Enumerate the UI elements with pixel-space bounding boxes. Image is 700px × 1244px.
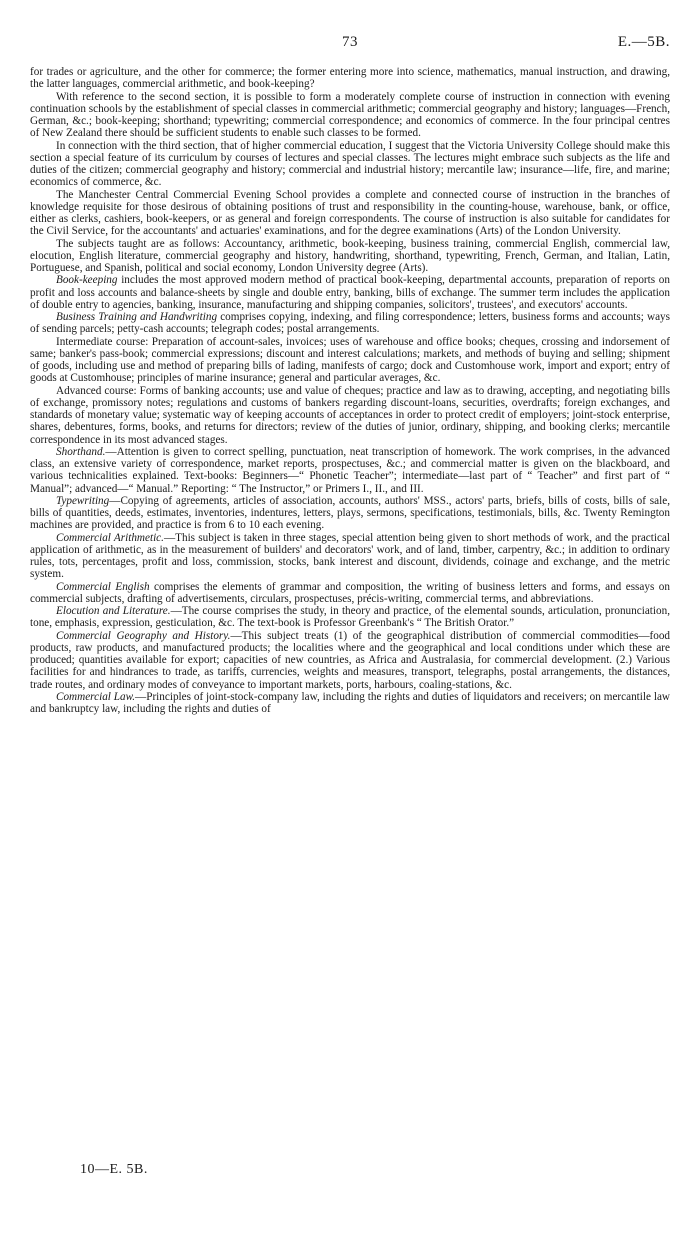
paragraph-heading: Commercial English: [56, 580, 150, 593]
paragraph: Shorthand.—Attention is given to correct spelling, punctuation, neat transcription of homework. The work comprises, in the advanced class, an extensive variety of correspondence, market reports, prospectuses, &c.; and commercial matter is given on the blackboard, and various technicalities explained. Text-books: Beginners—“ Phonetic Teacher”; intermediate—last part of “ Teacher” and first part of “ Manual”; advanced—“ Manual.” Reporting: “ The Instructor,” or Primers I., II., and III.: [30, 445, 670, 495]
paragraph: In connection with the third section, that of higher commercial education, I suggest that the Victoria University College should make this section a special feature of its curriculum by courses of lectures and special classes. The lectures might embrace such subjects as the life and duties of the citizen; commercial geography and history; commercial and industrial history; mercantile law; insurance—life, fire, and marine; economics of commerce, &c.: [30, 139, 670, 189]
page-header: [30, 34, 670, 62]
paragraph-heading: Commercial Geography and History.: [56, 629, 231, 642]
paragraph-heading: Book-keeping: [56, 274, 118, 287]
paragraph: Business Training and Handwriting comprises copying, indexing, and filing correspondence; letters, business forms and accounts; ways of sending parcels; petty-cash accounts; telegraph codes; postal arrangements.: [30, 311, 670, 336]
paragraph: With reference to the second section, it is possible to form a moderately complete course of instruction in connection with evening continuation schools by the establishment of special classes in commercial arithmetic; commercial geography and history; languages—French, German, &c.; book-keeping; shorthand; typewriting; commercial correspondence; and economics of commerce. In the four principal centres of New Zealand there should be sufficient students to enable such classes to be formed.: [30, 90, 670, 140]
paragraph: for trades or agriculture, and the other for commerce; the former entering more into science, mathematics, manual instruction, and drawing, the latter languages, commercial arithmetic, and book-keeping?: [30, 66, 670, 91]
paragraph-heading: Commercial Law.: [56, 690, 136, 703]
paragraph-heading: Business Training and Handwriting: [56, 311, 218, 323]
document-reference: E.—5B.: [617, 34, 670, 50]
paragraph: Advanced course: Forms of banking accounts; use and value of cheques; practice and law as to drawing, accepting, and negotiating bills of exchange, promissory notes; regulations and customs of bankers regarding discount-loans, securities, overdrafts; foreign exchanges, and standards of monetary value; systematic way of keeping accounts of acceptances in order to protect credit of employers; joint-stock enterprise, shares, debentures, forms, books, and returns for directors; review of the duties of junior, ordinary, shipping, and booking clerks; mercantile correspondence in its most advanced stages.: [30, 384, 670, 446]
paragraph: Commercial Geography and History.—This subject treats (1) of the geographical distribution of commercial commodities—food products, raw products, and manufactured products; the localities where and the geographical and local conditions under which these are produced; quantities available for export; capacities of new countries, as Africa and Australasia, for commercial development. (2.) Various facilities for and hindrances to trade, as tariffs, currencies, weights and measures, transport, telegraphs, postal arrangements, the distances, trade routes, and ordinary modes of conveyance to important markets, ports, harbours, coaling-stations, &c.: [30, 629, 671, 691]
page-footer-signature: 10—E. 5B.: [80, 1162, 148, 1177]
paragraph: The Manchester Central Commercial Evening School provides a complete and connected course of instruction in the branches of knowledge requisite for those desirous of obtaining positions of trust and responsibility in the counting-house, warehouse, bank, or office, either as clerks, cashiers, book-keepers, or as general and foreign correspondents. The course of instruction is also suitable for candidates for the Civil Service, for the accountants' and actuaries' examinations, and for the degree examinations (Arts) of the London University.: [30, 188, 670, 238]
page-number: 73: [342, 34, 358, 50]
paragraph: Commercial Law.—Principles of joint-stock-company law, including the rights and duties of liquidators and receivers; on mercantile law and bankruptcy law, including the rights and duties of: [30, 690, 671, 715]
paragraph-heading: Commercial Arithmetic.: [56, 531, 164, 544]
body-text: [30, 66, 670, 715]
paragraph: The subjects taught are as follows: Accountancy, arithmetic, book-keeping, business training, commercial English, commercial law, elocution, English literature, commercial geography and history, handwriting, shorthand, typewriting, French, German, and Italian, Latin, Portuguese, and Spanish, political and social economy, London University degree (Arts).: [30, 237, 670, 274]
paragraph-heading: Typewriting: [56, 494, 110, 507]
paragraph: Typewriting—Copying of agreements, articles of association, accounts, authors' MSS., actors' parts, briefs, bills of costs, bills of sale, bills of quantities, deeds, estimates, inventories, indentures, letters, plays, sermons, specifications, testimonials, bills, &c. Twenty Remington machines are provided, and practice is from 6 to 10 each evening.: [30, 494, 670, 532]
paragraph: Elocution and Literature.—The course comprises the study, in theory and practice, of the elemental sounds, articulation, pronunciation, tone, emphasis, expression, gesticulation, &c. The text-book is Professor Greenbank's “ The British Orator.”: [30, 605, 670, 630]
paragraph-heading: Shorthand.: [56, 445, 106, 458]
paragraph: Commercial Arithmetic.—This subject is taken in three stages, special attention being given to short methods of work, and the practical application of arithmetic, as in the measurement of builders' and decorators' work, and of land, timber, carpentry, &c.; in addition to ordinary rules, tots, percentages, profit and loss, commission, stocks, bank interest and discount, dividends, coinage and exchange, and the metric system.: [30, 531, 671, 581]
paragraph: Book-keeping includes the most approved modern method of practical book-keeping, departmental accounts, preparation of reports on profit and loss accounts and balance-sheets by single and double entry, banking, bills of exchange. The summer term includes the application of double entry to agencies, banking, insurance, manufacturing and shipping companies, solicitors', trustees', and executors' accounts.: [30, 274, 670, 311]
paragraph: Intermediate course: Preparation of account-sales, invoices; uses of warehouse and office books; cheques, crossing and indorsement of same; banker's pass-book; commercial expressions; discount and interest calculations; markets, and methods of buying and selling; shipment of goods, including use and method of preparing bills of lading, manifests of cargo; dock and Customhouse work, import and export; entry of goods at Customhouse; principles of marine insurance; general and particular averages, &c.: [30, 335, 670, 385]
paragraph-heading: Elocution and Literature.: [56, 605, 171, 617]
paragraph: Commercial English comprises the elements of grammar and composition, the writing of business letters and forms, and essays on commercial subjects, drafting of advertisements, circulars, prospectuses, précis-writing, commercial terms, and abbreviations.: [30, 580, 670, 605]
